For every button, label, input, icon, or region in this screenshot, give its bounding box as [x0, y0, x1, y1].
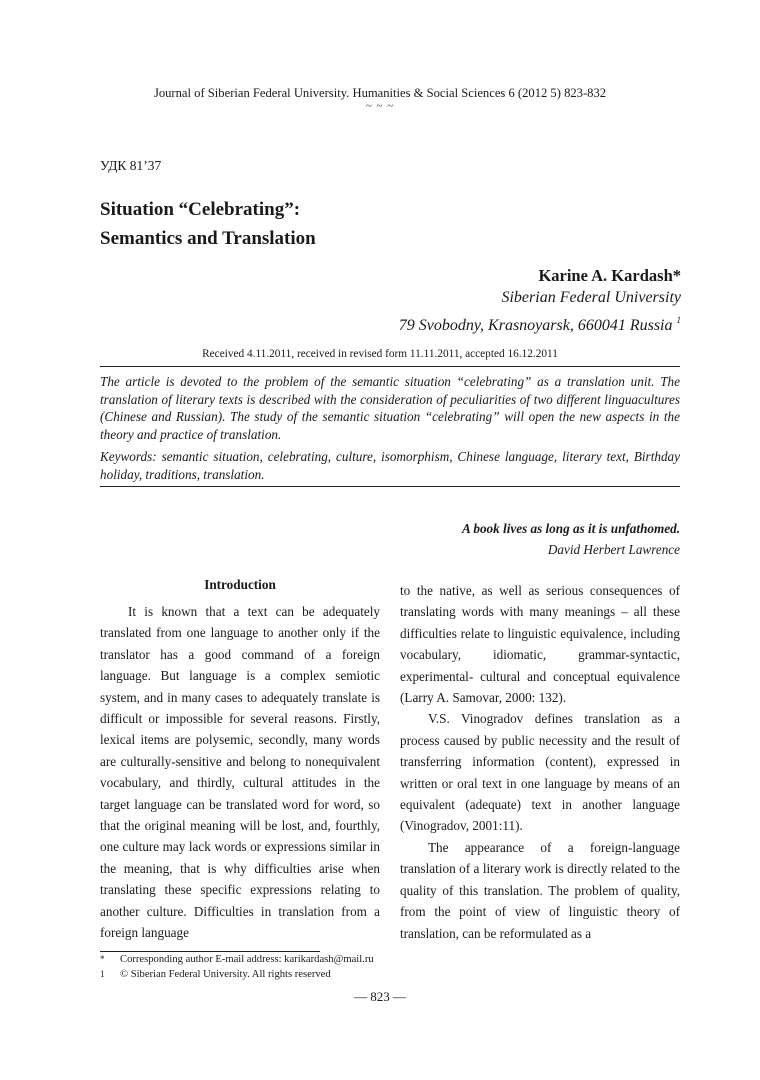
footnotes: [100, 952, 374, 982]
footnote: [100, 967, 374, 982]
footnote-text: © Siberian Federal University. All rights reserved: [120, 969, 331, 980]
author-name: Karine A. Kardash*: [538, 266, 681, 285]
author-affiliation: Siberian Federal University: [501, 289, 681, 306]
footnote-marker: 1: [100, 969, 105, 979]
abstract: The article is devoted to the problem of the semantic situation “celebrating” as a translation unit. The translation of literary texts is described with the consideration of peculiarities of two different linguacultures (Chinese and Russian). The study of the semantic situation “celebrating” will open the new aspects in the theory and practice of translation.: [100, 374, 680, 442]
page-number: — 823 —: [354, 989, 406, 1004]
epigraph-quote: A book lives as long as it is unfathomed.: [462, 521, 680, 536]
title-line-1: Situation “Celebrating”:: [100, 199, 301, 220]
title-line-2: Semantics and Translation: [100, 228, 316, 249]
epigraph: [462, 518, 680, 560]
author-address-line: [399, 309, 681, 337]
footnote-mark: 1: [676, 315, 681, 325]
abstract-bottom-rule: [100, 486, 680, 487]
article-title: [100, 195, 316, 253]
header-ornament: ~ ~ ~: [365, 100, 395, 112]
left-column: [100, 601, 380, 944]
abstract-top-rule: [100, 366, 680, 367]
footnote-text: Corresponding author E-mail address: karikardash@mail.ru: [120, 954, 374, 965]
author-block: [399, 265, 681, 337]
epigraph-author: David Herbert Lawrence: [547, 542, 680, 557]
author-address: 79 Svobodny, Krasnoyarsk, 660041 Russia: [398, 317, 677, 334]
received-dates: Received 4.11.2011, received in revised form 11.11.2011, accepted 16.12.2011: [202, 348, 558, 360]
paragraph: to the native, as well as serious consequences of translating words with many meanings – all these difficulties relate to linguistic equivalence, including vocabulary, idiomatic, grammar-syntactic, experimental- cultural and conceptual equivalence (Larry A. Samovar, 2000: 132).: [400, 583, 680, 706]
right-column: [400, 580, 680, 944]
footnote: [100, 952, 374, 967]
paragraph: It is known that a text can be adequately translated from one language to another only if the translator has a good command of a foreign language. But language is a complex semiotic system, and in many cases to adequately translate is difficult or impossible for several reasons. Firstly, lexical items are polysemic, secondly, many words are culturally-sensitive and belong to nonequivalent vocabulary, and thirdly, cultural attitudes in the target language can be translated word for word, so that the original meaning will be lost, and, fourthly, one culture may lack words or expressions similar in the meaning, that is why difficulties arise when translating these specific expressions relating to another culture. Difficulties in translation from a foreign language: [100, 604, 380, 941]
journal-header: Journal of Siberian Federal University. Humanities & Social Sciences 6 (2012 5) 823-832: [153, 86, 607, 100]
keywords: Keywords: semantic situation, celebrating, culture, isomorphism, Chinese language, literary text, Birthday holiday, traditions, translation.: [100, 449, 680, 482]
paragraph: The appearance of a foreign-language translation of a literary work is directly related to the quality of this translation. The problem of quality, from the point of view of linguistic theory of translation, can be reformulated as a: [400, 839, 680, 941]
section-heading: Introduction: [204, 577, 276, 592]
udk-code: УДК 81’37: [100, 158, 162, 173]
paragraph: V.S. Vinogradov defines translation as a process caused by public necessity and the result of transferring information (content), expressed in written or oral text in one language by means of an equivalent (adequate) text in another language (Vinogradov, 2001:11).: [400, 711, 680, 834]
footnote-marker: *: [100, 954, 105, 964]
